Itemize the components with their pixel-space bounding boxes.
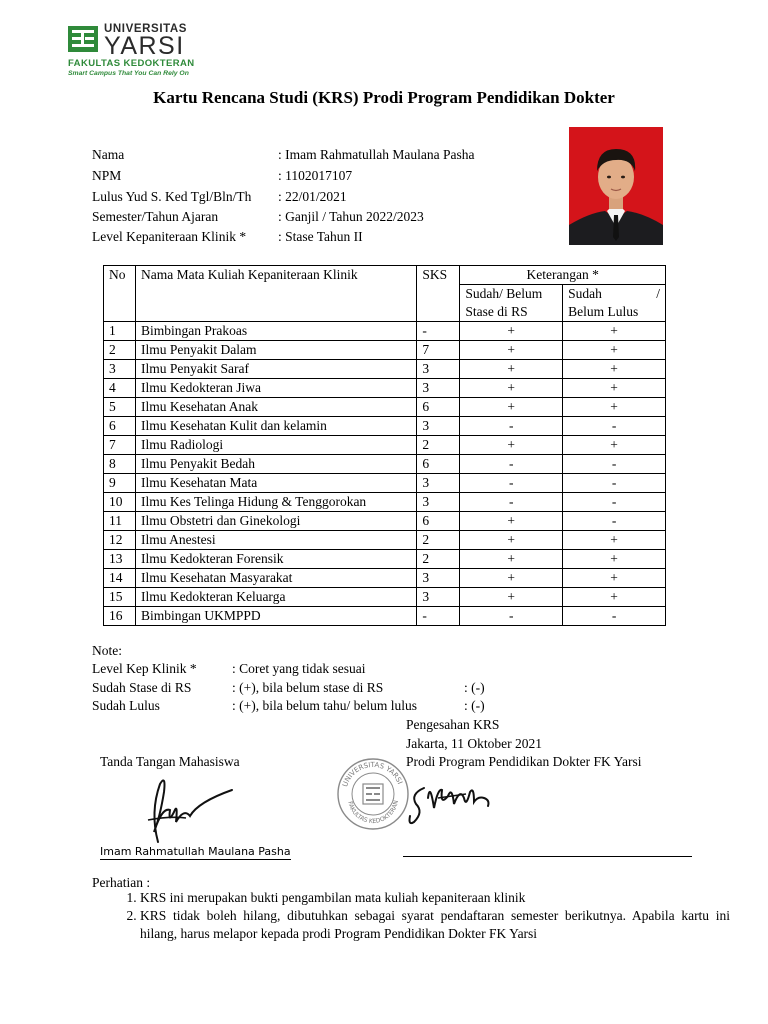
table-body — [104, 322, 666, 626]
cell-course: Ilmu Kesehatan Masyarakat — [135, 569, 416, 588]
cell-lulus: - — [563, 512, 666, 531]
cell-sks: 7 — [417, 341, 460, 360]
cell-stase: + — [460, 588, 563, 607]
cell-lulus: + — [563, 550, 666, 569]
cell-stase: - — [460, 474, 563, 493]
header-stase-line2: Stase di RS — [465, 304, 528, 319]
cell-stase: + — [460, 550, 563, 569]
cell-sks: 3 — [417, 417, 460, 436]
attention-title: Perhatian : — [92, 875, 151, 890]
cell-course: Bimbingan UKMPPD — [135, 607, 416, 626]
cell-lulus: + — [563, 398, 666, 417]
cell-stase: + — [460, 398, 563, 417]
header-lulus-line2: Belum Lulus — [568, 304, 639, 319]
note-item-stase — [92, 680, 592, 696]
cell-stase: + — [460, 379, 563, 398]
cell-stase: - — [460, 493, 563, 512]
cell-stase: + — [460, 322, 563, 341]
cell-sks: - — [417, 607, 460, 626]
cell-course: Ilmu Kesehatan Mata — [135, 474, 416, 493]
cell-no: 6 — [104, 417, 136, 436]
attention-list — [92, 889, 730, 943]
note-desc: : (+), bila belum tahu/ belum lulus — [232, 698, 417, 713]
student-printed-name: Imam Rahmatullah Maulana Pasha — [100, 845, 291, 858]
table-row — [104, 588, 666, 607]
cell-sks: 3 — [417, 493, 460, 512]
cell-sks: 2 — [417, 550, 460, 569]
info-value: : Ganjil / Tahun 2022/2023 — [278, 209, 424, 224]
cell-course: Bimbingan Prakoas — [135, 322, 416, 341]
cell-stase: - — [460, 417, 563, 436]
cell-no: 7 — [104, 436, 136, 455]
cell-course: Ilmu Kesehatan Kulit dan kelamin — [135, 417, 416, 436]
table-row — [104, 550, 666, 569]
cell-stase: - — [460, 607, 563, 626]
cell-sks: 3 — [417, 569, 460, 588]
info-value: : Imam Rahmatullah Maulana Pasha — [278, 147, 475, 162]
header-stase-line1: Sudah/ Belum — [465, 286, 543, 301]
note-extra: : (-) — [464, 698, 485, 713]
cell-no: 9 — [104, 474, 136, 493]
stamp-bottom-text: FAKULTAS KEDOKTERAN — [346, 799, 400, 826]
cell-lulus: - — [563, 474, 666, 493]
table-row — [104, 341, 666, 360]
table-row — [104, 379, 666, 398]
header-no: No — [104, 266, 136, 322]
table-header-row — [104, 266, 666, 285]
table-row — [104, 360, 666, 379]
logo-tagline: Smart Campus That You Can Rely On — [68, 70, 189, 77]
note-title: Note: — [92, 643, 122, 658]
student-sign-label: Tanda Tangan Mahasiswa — [100, 754, 240, 769]
krs-course-table — [103, 265, 666, 626]
cell-lulus: - — [563, 607, 666, 626]
cell-course: Ilmu Penyakit Saraf — [135, 360, 416, 379]
table-row — [104, 531, 666, 550]
portrait-icon — [569, 127, 663, 245]
cell-stase: + — [460, 512, 563, 531]
table-row — [104, 569, 666, 588]
header-remarks: Keterangan * — [460, 266, 666, 285]
table-row — [104, 607, 666, 626]
attention-item: 2. KRS tidak boleh hilang, dibutuhkan sebagai syarat pendaftaran semester berikutnya. Apabila kartu ini hilang, harus melapor kepada prodi Program Pendidikan Dokter FK Yarsi — [140, 907, 730, 943]
yarsi-logo-mark-icon — [68, 26, 98, 52]
logo-name-text: YARSI — [104, 32, 185, 60]
note-label: Level Kep Klinik * — [92, 661, 197, 676]
cell-course: Ilmu Obstetri dan Ginekologi — [135, 512, 416, 531]
cell-sks: 3 — [417, 379, 460, 398]
cell-lulus: + — [563, 360, 666, 379]
cell-no: 5 — [104, 398, 136, 417]
cell-sks: 3 — [417, 474, 460, 493]
cell-no: 1 — [104, 322, 136, 341]
cell-course: Ilmu Penyakit Dalam — [135, 341, 416, 360]
info-value: : 1102017107 — [278, 168, 353, 183]
cell-course: Ilmu Kedokteran Forensik — [135, 550, 416, 569]
approval-unit: Prodi Program Pendidikan Dokter FK Yarsi — [406, 754, 642, 769]
cell-sks: 2 — [417, 436, 460, 455]
cell-no: 2 — [104, 341, 136, 360]
note-extra: : (-) — [464, 680, 485, 695]
cell-course: Ilmu Kedokteran Keluarga — [135, 588, 416, 607]
cell-course: Ilmu Radiologi — [135, 436, 416, 455]
cell-sks: 3 — [417, 360, 460, 379]
header-sks: SKS — [417, 266, 460, 322]
cell-no: 12 — [104, 531, 136, 550]
approval-place-date: Jakarta, 11 Oktober 2021 — [406, 736, 542, 751]
document-title: Kartu Rencana Studi (KRS) Prodi Program Pendidikan Dokter — [153, 88, 615, 107]
note-item-lulus — [92, 698, 592, 714]
info-value: : Stase Tahun II — [278, 229, 363, 244]
cell-no: 3 — [104, 360, 136, 379]
cell-stase: + — [460, 569, 563, 588]
cell-sks: 6 — [417, 512, 460, 531]
info-label: NPM — [92, 168, 122, 183]
cell-lulus: + — [563, 569, 666, 588]
cell-lulus: + — [563, 379, 666, 398]
info-label: Nama — [92, 147, 125, 162]
info-label: Semester/Tahun Ajaran — [92, 209, 219, 224]
cell-lulus: + — [563, 531, 666, 550]
table-row — [104, 322, 666, 341]
info-label: Lulus Yud S. Ked Tgl/Bln/Th — [92, 189, 252, 204]
cell-stase: + — [460, 360, 563, 379]
cell-sks: 6 — [417, 455, 460, 474]
cell-no: 16 — [104, 607, 136, 626]
table-row — [104, 417, 666, 436]
approval-title: Pengesahan KRS — [406, 717, 500, 732]
cell-stase: + — [460, 531, 563, 550]
stamp-top-text: UNIVERSITAS YARSI — [341, 760, 404, 788]
official-signature-icon — [404, 768, 499, 830]
table-row — [104, 512, 666, 531]
note-label: Sudah Lulus — [92, 698, 160, 713]
university-logo — [68, 20, 198, 82]
cell-sks: 6 — [417, 398, 460, 417]
cell-lulus: - — [563, 455, 666, 474]
attention-item: 1. KRS ini merupakan bukti pengambilan mata kuliah kepaniteraan klinik — [140, 889, 730, 907]
cell-lulus: - — [563, 417, 666, 436]
header-lulus-line1: Sudah — [568, 286, 602, 301]
cell-no: 14 — [104, 569, 136, 588]
faculty-stamp-icon — [336, 757, 410, 831]
header-stase — [460, 285, 563, 322]
table-row — [104, 474, 666, 493]
student-signature-icon — [140, 772, 240, 847]
cell-course: Ilmu Kes Telinga Hidung & Tenggorokan — [135, 493, 416, 512]
table-row — [104, 455, 666, 474]
note-desc: : (+), bila belum stase di RS — [232, 680, 384, 695]
cell-no: 4 — [104, 379, 136, 398]
logo-faculty-text: FAKULTAS KEDOKTERAN — [68, 58, 195, 69]
cell-lulus: + — [563, 322, 666, 341]
cell-lulus: + — [563, 341, 666, 360]
header-course: Nama Mata Kuliah Kepaniteraan Klinik — [135, 266, 416, 322]
cell-sks: 2 — [417, 531, 460, 550]
info-value: : 22/01/2021 — [278, 189, 347, 204]
cell-lulus: - — [563, 493, 666, 512]
note-item-level — [92, 661, 366, 677]
logo-university-text: UNIVERSITAS — [104, 23, 188, 35]
table-row — [104, 493, 666, 512]
official-signature-line — [403, 856, 692, 857]
table-row — [104, 436, 666, 455]
cell-no: 10 — [104, 493, 136, 512]
cell-course: Ilmu Penyakit Bedah — [135, 455, 416, 474]
table-row — [104, 398, 666, 417]
note-desc: : Coret yang tidak sesuai — [232, 661, 366, 676]
cell-course: Ilmu Kesehatan Anak — [135, 398, 416, 417]
cell-no: 13 — [104, 550, 136, 569]
info-label: Level Kepaniteraan Klinik * — [92, 229, 247, 244]
cell-no: 8 — [104, 455, 136, 474]
header-lulus-slash: / — [656, 286, 660, 301]
note-label: Sudah Stase di RS — [92, 680, 192, 695]
cell-sks: 3 — [417, 588, 460, 607]
cell-course: Ilmu Anestesi — [135, 531, 416, 550]
cell-no: 11 — [104, 512, 136, 531]
cell-lulus: + — [563, 436, 666, 455]
cell-sks: - — [417, 322, 460, 341]
student-photo — [569, 127, 663, 245]
cell-lulus: + — [563, 588, 666, 607]
cell-stase: + — [460, 436, 563, 455]
cell-stase: - — [460, 455, 563, 474]
cell-course: Ilmu Kedokteran Jiwa — [135, 379, 416, 398]
header-lulus — [563, 285, 666, 322]
cell-no: 15 — [104, 588, 136, 607]
cell-stase: + — [460, 341, 563, 360]
